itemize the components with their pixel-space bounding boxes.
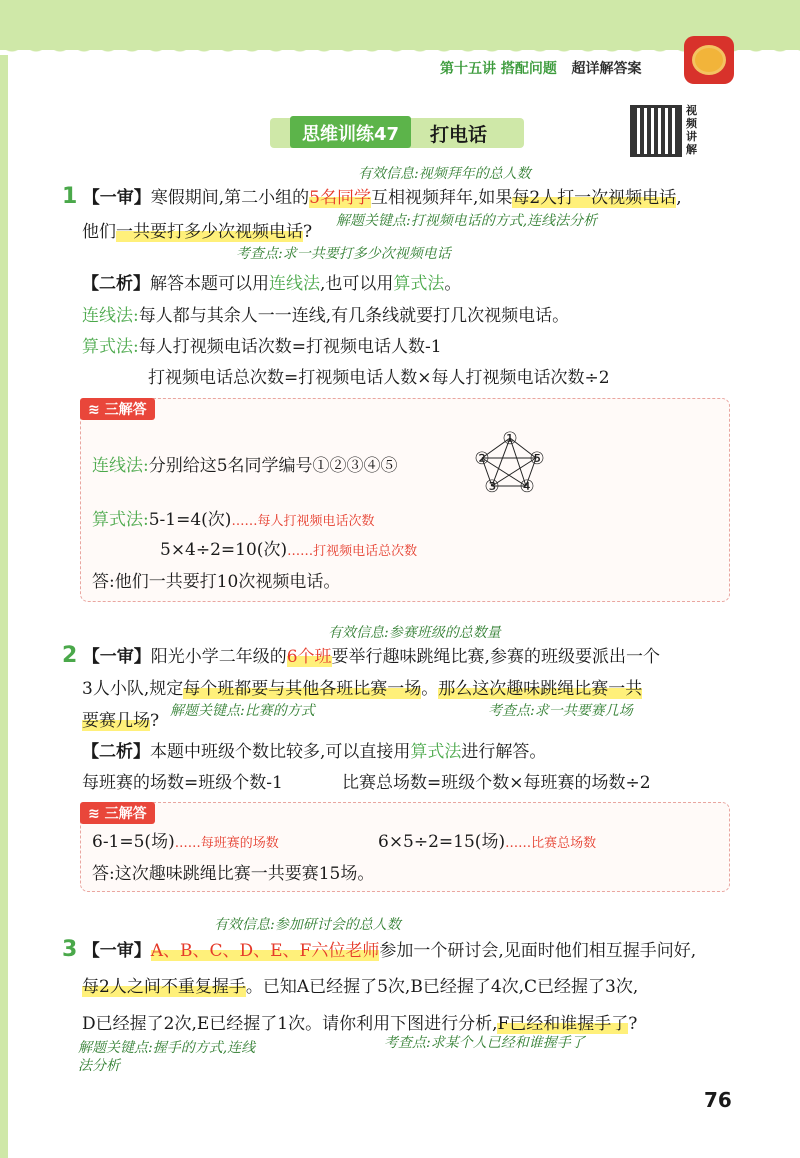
q2-note-key: 解题关键点:比赛的方式: [170, 703, 315, 719]
q1-highlight: 每2人打一次视频电话: [512, 188, 677, 208]
q2-note-test: 考查点:求一共要赛几场: [488, 703, 633, 719]
q1-node: ①: [502, 429, 518, 449]
q3-note-info: 有效信息:参加研讨会的总人数: [214, 917, 401, 933]
qr-label: 视频讲解: [686, 104, 697, 156]
q1-pentagon-diagram: [470, 424, 550, 500]
title-name: 打电话: [430, 124, 488, 146]
q1-s-eq2: [160, 538, 417, 564]
q2-eq-note: ……每班赛的场数: [174, 836, 279, 851]
q1-text: 寒假期间,第二小组的: [150, 188, 310, 208]
q2-text: 要举行趣味跳绳比赛,参赛的班级要派出一个: [331, 647, 660, 667]
q2-text: 。: [421, 679, 439, 699]
q2-text: 3人小队,规定: [82, 679, 184, 699]
q1-node: ⑤: [529, 449, 545, 469]
q3-note-test: 考查点:求某个人已经和谁握手了: [384, 1035, 585, 1051]
q1-note-test: 考查点:求一共要打多少次视频电话: [236, 246, 451, 262]
q1-tag: 【一审】: [82, 188, 151, 208]
q1-method: 连线法: [269, 274, 320, 294]
q3-tag: 【一审】: [82, 941, 151, 961]
q1-text: 互相视频拜年,如果: [370, 188, 513, 208]
top-decor-band: [0, 0, 800, 50]
q1-highlight: 一共要打多少次视频电话: [116, 222, 303, 242]
header-book: 超详解答案: [571, 61, 642, 77]
q3-text: 参加一个研讨会,见面时他们相互握手问好,: [379, 941, 697, 961]
q1-highlight: 5名同学: [309, 188, 371, 208]
q3-highlight: A、B、C、D、E、F六位老师: [150, 941, 380, 961]
q3-text: 。已知A已经握了5次,B已经握了4次,C已经握了3次,: [245, 977, 639, 997]
q1-text: ,: [676, 188, 682, 208]
q2-number: 2: [62, 643, 78, 668]
q2-text: 进行解答。: [461, 742, 547, 762]
q2-solution-label: ≋ 三解答: [80, 802, 155, 824]
q1-formula-2: 打视频电话总次数=打视频电话人数×每人打视频电话次数÷2: [148, 368, 610, 388]
q2-tag: 【一审】: [82, 647, 151, 667]
left-decor-bar: [0, 55, 8, 1158]
q1-method-label: 连线法:: [82, 306, 139, 326]
q3-line-2: [82, 975, 638, 999]
q1-note-key: 解题关键点:打视频电话的方式,连线法分析: [336, 213, 598, 229]
page-number: 76: [704, 1088, 732, 1112]
q2-highlight: 那么这次趣味跳绳比赛一共: [438, 679, 643, 699]
q1-line-method: [82, 304, 569, 328]
q2-line-3: [82, 709, 159, 733]
q2-formula-2: 比赛总场数=班级个数×每班赛的场数÷2: [342, 773, 651, 793]
header-lecture: 第十五讲: [440, 61, 496, 77]
q1-analysis-tag: 【二析】: [82, 274, 150, 294]
q1-line-1: [62, 185, 682, 210]
publisher-logo: [684, 36, 734, 84]
q2-line-2: [82, 677, 642, 701]
q3-line-1: [62, 938, 696, 963]
q2-eq-note: ……比赛总场数: [505, 836, 597, 851]
q1-solution-label: ≋ 三解答: [80, 398, 155, 420]
q2-s-eq2: [378, 830, 596, 856]
q1-s-eq1: [92, 508, 374, 534]
q2-highlight: 6个班: [286, 647, 332, 667]
q1-method-label: 算式法:: [82, 337, 139, 357]
q1-text: 每人都与其余人一一连线,有几条线就要打几次视频电话。: [138, 306, 570, 326]
q2-method: 算式法: [410, 742, 462, 762]
q2-text: 本题中班级个数比较多,可以直接用: [150, 742, 411, 762]
q1-text: 解答本题可以用: [150, 274, 269, 294]
q3-note-key: 解题关键点:握手的方式,连线: [78, 1040, 256, 1056]
q2-equation: 6-1=5(场): [92, 832, 175, 852]
q1-text: ?: [303, 222, 313, 242]
q1-method-label: 算式法:: [92, 510, 149, 530]
q2-text: ?: [150, 711, 160, 731]
q3-text: D已经握了2次,E已经握了1次。请你利用下图进行分析,: [82, 1014, 498, 1034]
q1-node: ②: [474, 449, 490, 469]
q1-number: 1: [62, 184, 78, 209]
title-series: 思维训练47: [290, 116, 411, 148]
q1-eq-note: ……打视频电话总次数: [287, 544, 418, 559]
q1-formula-1: [82, 335, 442, 359]
q1-node: ③: [484, 477, 500, 497]
q3-text: ?: [628, 1014, 638, 1034]
q3-number: 3: [62, 937, 78, 962]
running-header: [440, 58, 642, 78]
q1-method-label: 连线法:: [92, 456, 149, 476]
q1-node: ④: [519, 477, 535, 497]
q2-analysis-tag: 【二析】: [82, 742, 150, 762]
q1-s-line: [92, 454, 398, 478]
q2-text: 阳光小学二年级的: [150, 647, 287, 667]
q1-answer: 答:他们一共要打10次视频电话。: [92, 572, 341, 592]
q2-note-info: 有效信息:参赛班级的总数量: [328, 625, 501, 641]
q1-text: ,也可以用: [320, 274, 394, 294]
q2-highlight: 要赛几场: [82, 711, 150, 731]
q3-highlight: 每2人之间不重复握手: [82, 977, 246, 997]
q1-text: 他们: [82, 222, 116, 242]
q1-note-info: 有效信息:视频拜年的总人数: [358, 166, 531, 182]
q2-highlight: 每个班都要与其他各班比赛一场: [183, 679, 422, 699]
q2-equation: 6×5÷2=15(场): [378, 832, 506, 852]
q2-line-1: [62, 644, 660, 669]
q2-answer: 答:这次趣味跳绳比赛一共要赛15场。: [92, 864, 375, 884]
q1-text: 。: [444, 274, 462, 294]
emblem-icon: [692, 45, 726, 75]
q2-s-eq1: [92, 830, 279, 856]
q1-analysis: [82, 272, 461, 296]
qr-code-icon[interactable]: [630, 105, 682, 157]
q3-note-key-cont: 法分析: [78, 1058, 120, 1074]
q1-line-2: [82, 220, 312, 244]
q1-equation: 5-1=4(次): [148, 510, 232, 530]
q1-eq-note: ……每人打视频电话次数: [231, 514, 375, 529]
q1-text: 每人打视频电话次数=打视频电话人数-1: [138, 337, 442, 357]
q1-equation: 5×4÷2=10(次): [160, 540, 288, 560]
q1-method: 算式法: [393, 274, 445, 294]
header-topic: 搭配问题: [500, 61, 557, 77]
q2-formula-1: 每班赛的场数=班级个数-1: [82, 773, 283, 793]
q1-text: 分别给这5名同学编号①②③④⑤: [148, 456, 398, 476]
q3-highlight: F已经和谁握手了: [497, 1014, 629, 1034]
q2-analysis: [82, 740, 546, 764]
